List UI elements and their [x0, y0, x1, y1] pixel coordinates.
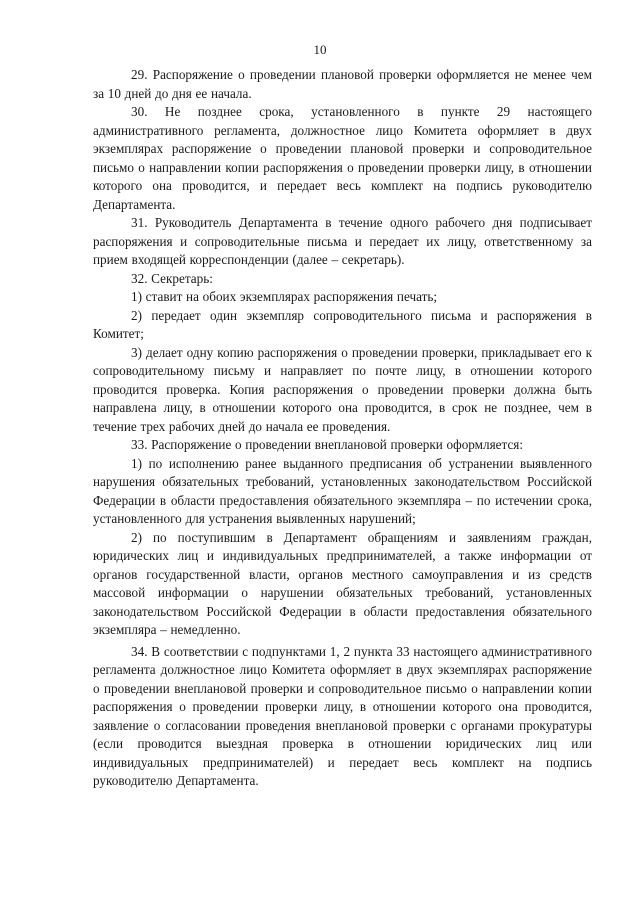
- body-text: [93, 66, 592, 791]
- paragraph-29: 29. Распоряжение о проведении плановой проверки оформляется не менее чем за 10 дней до дня ее начала.: [93, 67, 592, 101]
- paragraph-32-item-1: 1) ставит на обоих экземплярах распоряжения печать;: [131, 289, 438, 304]
- paragraph-33-item-1: 1) по исполнению ранее выданного предписания об устранении выявленного нарушения обязательных требований, установленных законодательством Российской Федерации в области предоставления обязательного экземпляра – по истечении срока, установленного для устранения выявленных нарушений;: [93, 455, 592, 526]
- paragraph-34: 34. В соответствии с подпунктами 1, 2 пункта 33 настоящего административного регламента должностное лицо Комитета оформляет в двух экземплярах распоряжение о проведении внеплановой проверки и сопроводительное письмо о направлении копии распоряжения о проведении проверки лицу, в отношении которого она проводится, заявление о согласовании проведения внеплановой проверки с органами прокуратуры (если проводится выездная проверка в отношении юридических лиц или индивидуальных предпринимателей) и передает весь комплект на подпись руководителю Департамента.: [93, 643, 592, 788]
- paragraph-32-item-2: 2) передает один экземпляр сопроводительного письма и распоряжения в Комитет;: [93, 307, 592, 341]
- paragraph-32: 32. Секретарь:: [131, 270, 213, 286]
- paragraph-33: 33. Распоряжение о проведении внеплановой проверки оформляется:: [131, 437, 524, 452]
- paragraph-33-item-2: 2) по поступившим в Департамент обращениям и заявлениям граждан, юридических лиц и индивидуальных предпринимателей, а также информации от органов государственной власти, органов местного самоуправления и из средств массовой информации о нарушении обязательных требований, установленных законодательством Российской Федерации в области предоставления обязательного экземпляра – немедленно.: [93, 529, 592, 637]
- paragraph-32-item-3: 3) делает одну копию распоряжения о проведении проверки, прикладывает его к сопроводительному письму и направляет по почте лицу, в отношении которого проводится проверка. Копия распоряжения о проведении проверки должна быть направлена лицу, в отношении которого она проводится, в срок не позднее, чем в течение трех рабочих дней до начала ее проведения.: [93, 344, 592, 434]
- page-number: 10: [313, 42, 327, 57]
- paragraph-31: 31. Руководитель Департамента в течение одного рабочего дня подписывает распоряжения и сопроводительные письма и передает их лицу, ответственному за прием входящей корреспонденции (далее – секретарь).: [93, 215, 592, 267]
- paragraph-30: 30. Не позднее срока, установленного в пункте 29 настоящего административного регламента, должностное лицо Комитета оформляет в двух экземплярах распоряжение о проведении плановой проверки и сопроводительное письмо о направлении копии распоряжения о проведении проверки лицу, в отношении которого она проводится, и передает весь комплект на подпись руководителю Департамента.: [93, 104, 592, 212]
